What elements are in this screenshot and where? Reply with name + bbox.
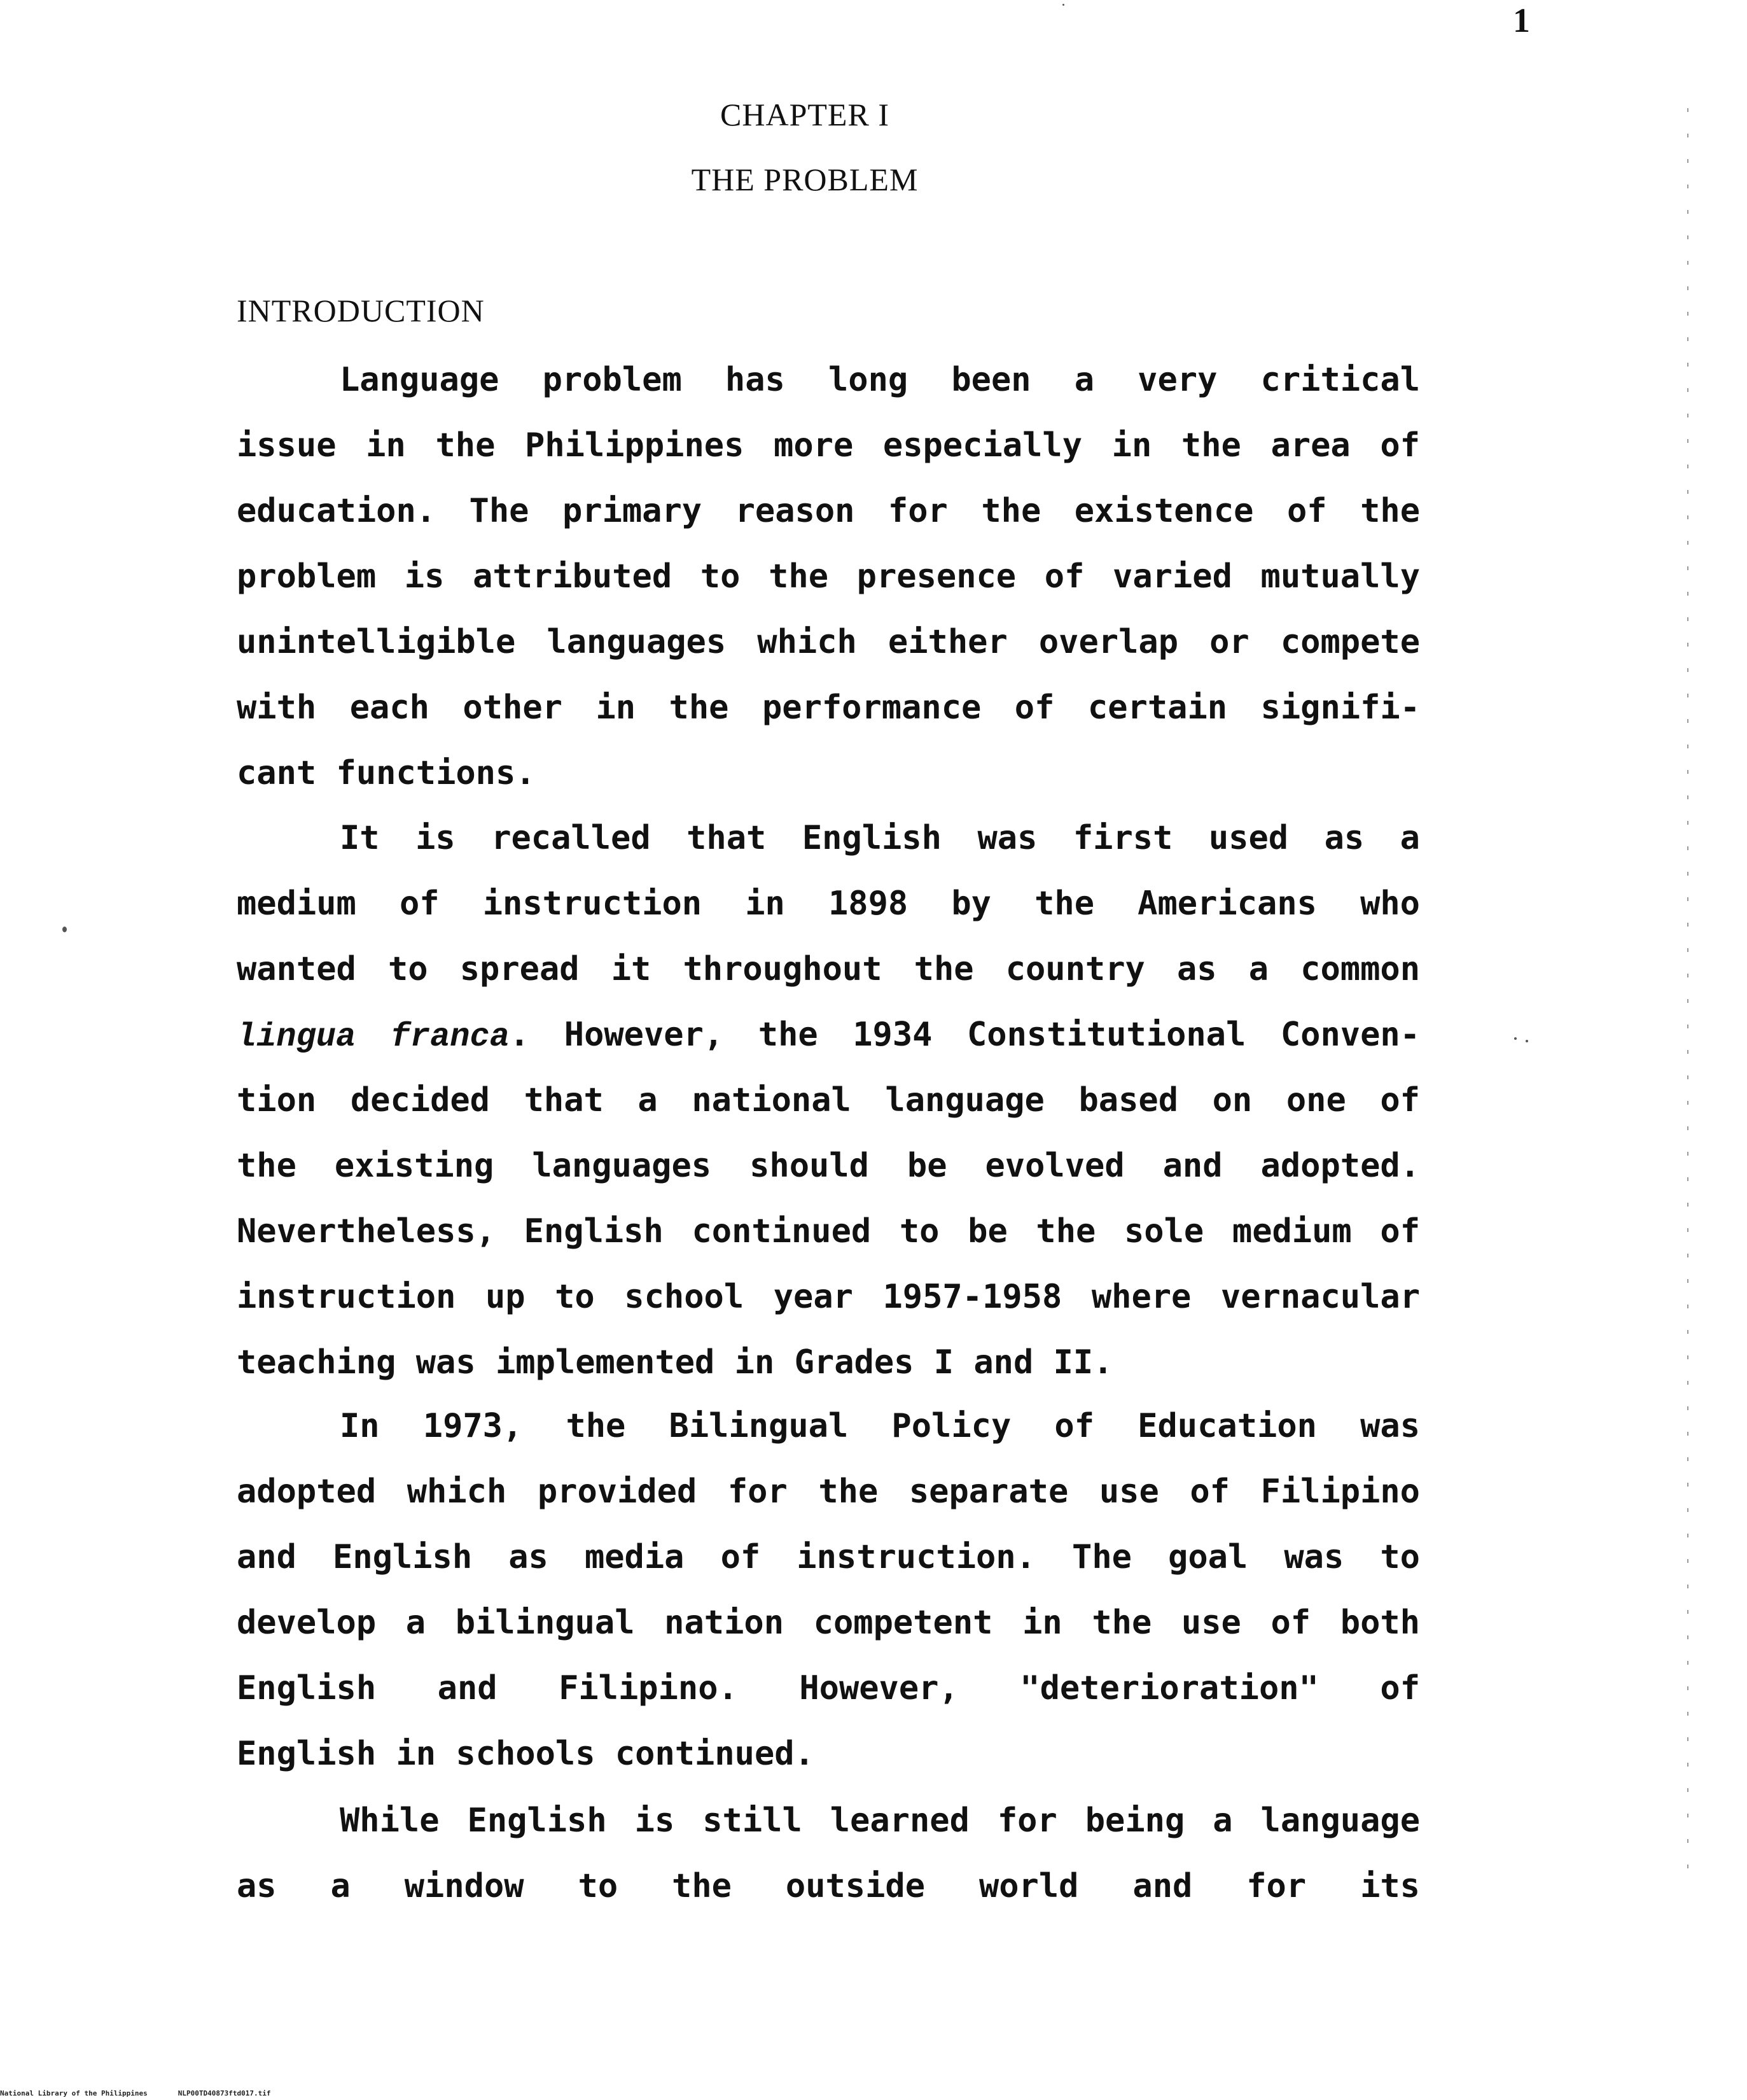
text-line: English and Filipino. However, "deterioration" of xyxy=(237,1669,1420,1707)
text-line: cant functions. xyxy=(237,754,536,792)
footer-library: National Library of the Philippines xyxy=(0,2089,148,2097)
text-line: problem is attributed to the presence of varied mutually xyxy=(237,557,1420,596)
text-line: with each other in the performance of certain signifi- xyxy=(237,689,1420,727)
paragraph-2 xyxy=(237,806,1420,1396)
text-line: unintelligible languages which either overlap or compete xyxy=(237,623,1420,661)
text-line: as a window to the outside world and for its xyxy=(237,1867,1420,1905)
text-line: Nevertheless, English continued to be the sole medium of xyxy=(237,1212,1420,1250)
scan-speck xyxy=(1062,4,1064,6)
text-line: tion decided that a national language based on one of xyxy=(237,1081,1420,1119)
scan-speck xyxy=(1514,1037,1517,1040)
italic-phrase: lingua franca xyxy=(237,1018,510,1056)
text-line: issue in the Philippines more especially in the area of xyxy=(237,426,1420,465)
scan-speck xyxy=(62,927,67,932)
text-line: adopted which provided for the separate use of Filipino xyxy=(237,1473,1420,1511)
text-line: English in schools continued. xyxy=(237,1735,814,1773)
page-number: 1 xyxy=(1513,1,1530,39)
footer-file: NLP00TD40873ftd017.tif xyxy=(177,2089,271,2097)
text-line: and English as media of instruction. The goal was to xyxy=(237,1538,1420,1576)
paragraph-3 xyxy=(237,1394,1420,1787)
chapter-label: CHAPTER I xyxy=(720,97,889,132)
text-line: teaching was implemented in Grades I and II. xyxy=(237,1343,1113,1382)
text-line: In 1973, the Bilingual Policy of Education was xyxy=(340,1407,1420,1445)
paragraph-4 xyxy=(237,1788,1420,1919)
text-line-italic-phrase: lingua franca. However, the 1934 Constitutional Conven- xyxy=(237,1016,1420,1056)
text-line: education. The primary reason for the existence of the xyxy=(237,492,1420,530)
scan-speck xyxy=(1526,1040,1528,1042)
text-line: While English is still learned for being a language xyxy=(340,1802,1420,1840)
text-line: develop a bilingual nation competent in the use of both xyxy=(237,1604,1420,1642)
text-line: It is recalled that English was first used as a xyxy=(340,819,1420,857)
text-line: wanted to spread it throughout the country as a common xyxy=(237,950,1420,988)
chapter-title: THE PROBLEM xyxy=(691,162,919,197)
section-heading: INTRODUCTION xyxy=(237,293,485,328)
text-line: the existing languages should be evolved and adopted. xyxy=(237,1147,1420,1185)
paragraph-1 xyxy=(237,347,1420,806)
text-line: medium of instruction in 1898 by the Americans who xyxy=(237,885,1420,923)
text-line: Language problem has long been a very critical xyxy=(340,361,1420,399)
scan-edge-marks xyxy=(1687,108,1688,1890)
text-line: instruction up to school year 1957-1958 where vernacular xyxy=(237,1278,1420,1316)
scan-footer xyxy=(0,2089,271,2098)
